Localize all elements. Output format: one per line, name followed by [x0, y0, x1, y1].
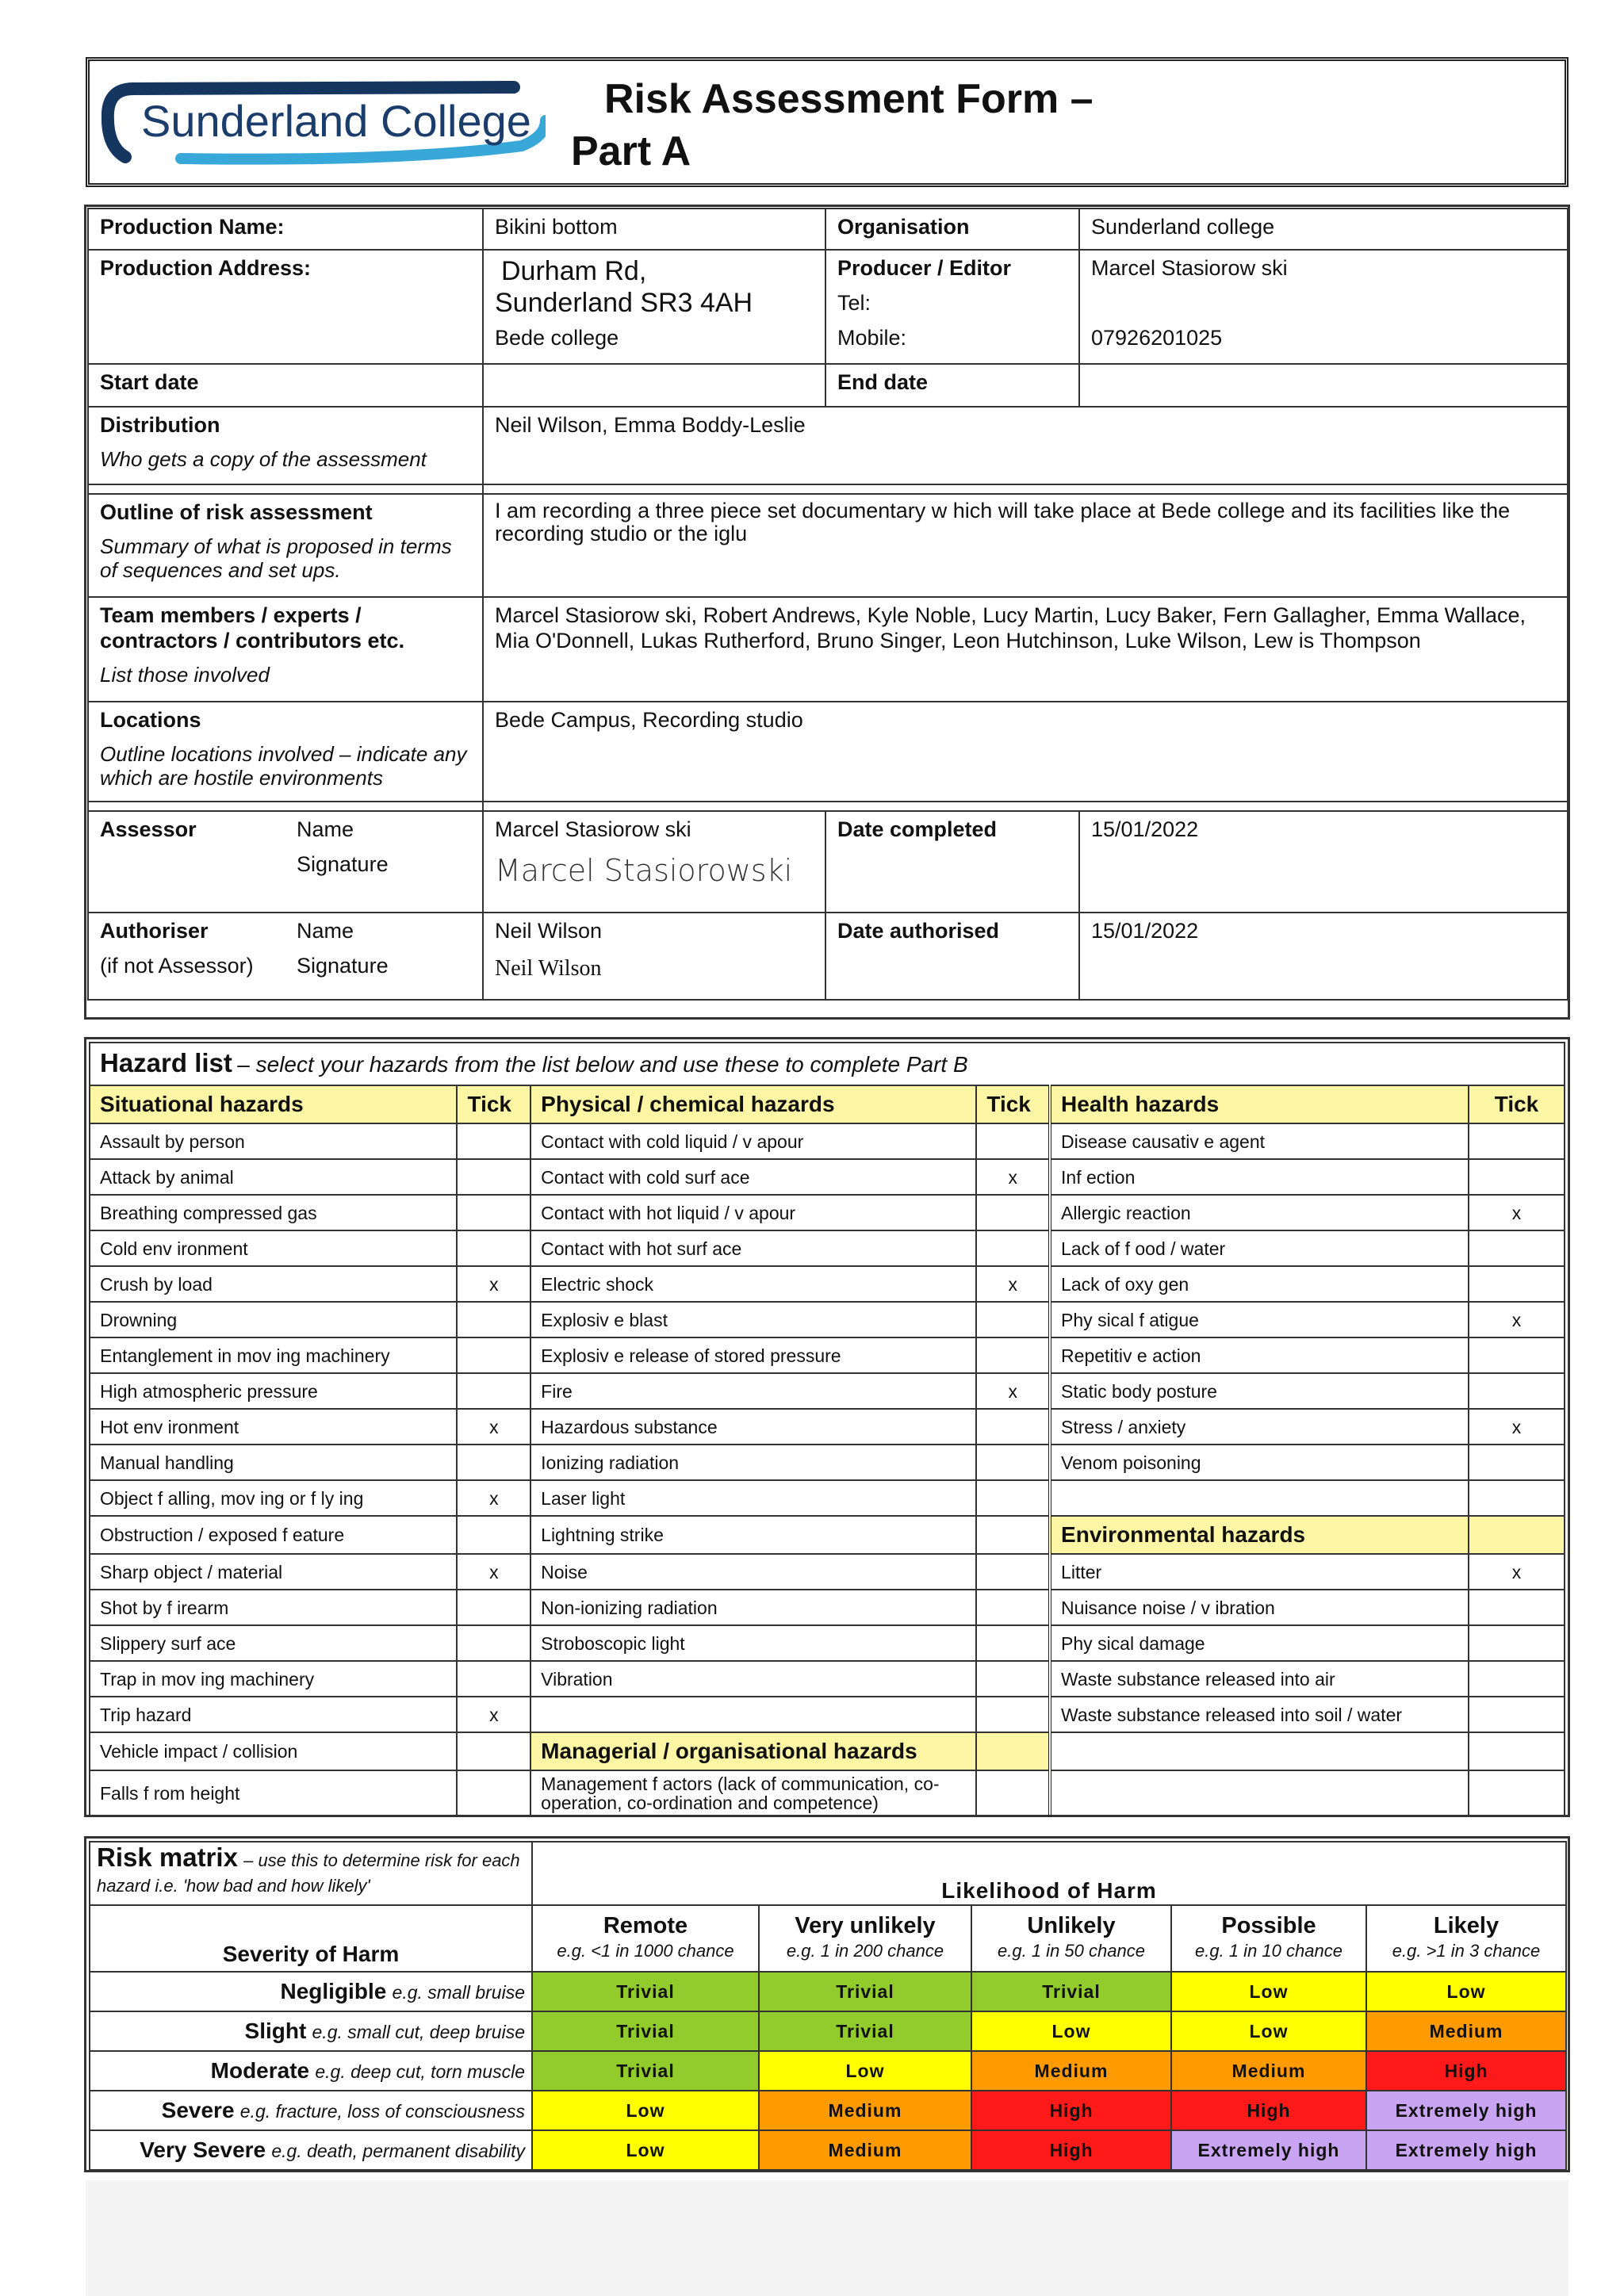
situational-header: Situational hazards	[90, 1085, 457, 1123]
hazard-list-subtitle: – select your hazards from the list below and use these to complete Part B	[237, 1051, 968, 1077]
physical-tick[interactable]: x	[976, 1266, 1050, 1302]
health-tick[interactable]	[1469, 1770, 1565, 1816]
risk-cell: Trivial	[532, 2011, 759, 2051]
risk-cell: Extremely high	[1366, 2130, 1566, 2170]
physical-tick[interactable]	[976, 1770, 1050, 1816]
risk-matrix-table	[89, 1841, 1567, 2171]
authoriser-name: Neil Wilson	[495, 919, 603, 943]
situational-tick[interactable]: x	[457, 1554, 530, 1590]
risk-cell: Trivial	[532, 2051, 759, 2091]
hazard-row	[90, 1302, 1565, 1337]
situational-tick[interactable]	[457, 1590, 530, 1625]
health-tick-header: Tick	[1469, 1085, 1565, 1123]
severity-example: e.g. deep cut, torn muscle	[315, 2061, 525, 2082]
physical-hazard: Contact with hot liquid / v apour	[530, 1195, 976, 1230]
physical-tick[interactable]	[976, 1230, 1050, 1266]
physical-hazard: Electric shock	[530, 1266, 976, 1302]
physical-tick[interactable]	[976, 1123, 1050, 1159]
situational-hazard: Attack by animal	[90, 1159, 457, 1195]
risk-cell: Medium	[971, 2051, 1171, 2091]
physical-tick[interactable]	[976, 1337, 1050, 1373]
physical-tick[interactable]	[976, 1590, 1050, 1625]
health-tick[interactable]	[1469, 1480, 1565, 1516]
physical-hazard	[530, 1697, 976, 1732]
hazard-row	[90, 1697, 1565, 1732]
severity-2	[90, 2051, 532, 2091]
producer-value: Marcel Stasiorow ski	[1091, 256, 1288, 280]
likelihood-3	[1171, 1905, 1366, 1972]
situational-hazard: Trap in mov ing machinery	[90, 1661, 457, 1697]
physical-tick[interactable]	[976, 1195, 1050, 1230]
likelihood-example: e.g. 1 in 50 chance	[998, 1941, 1145, 1961]
production-name-label: Production Name:	[88, 209, 483, 250]
health-hazard: Lack of f ood / water	[1050, 1230, 1469, 1266]
hazard-row	[90, 1554, 1565, 1590]
physical-tick[interactable]	[976, 1480, 1050, 1516]
physical-hazard: Ionizing radiation	[530, 1445, 976, 1480]
likelihood-name: Unlikely	[1027, 1913, 1116, 1938]
hazard-row	[90, 1123, 1565, 1159]
health-hazard: Waste substance released into soil / water	[1050, 1697, 1469, 1732]
physical-hazard: Contact with cold surf ace	[530, 1159, 976, 1195]
health-tick[interactable]	[1469, 1266, 1565, 1302]
assessor-signature: Marcel Stasiorowski	[495, 853, 793, 888]
risk-cell: High	[971, 2130, 1171, 2170]
production-name-value: Bikini bottom	[483, 209, 825, 250]
situational-hazard: Manual handling	[90, 1445, 457, 1480]
college-logo	[102, 73, 546, 173]
health-header: Health hazards	[1050, 1085, 1469, 1123]
date-completed-value: 15/01/2022	[1079, 811, 1568, 913]
assessor-name-label: Name	[297, 817, 354, 841]
address-label: Production Address:	[88, 250, 483, 364]
risk-cell: High	[1366, 2051, 1566, 2091]
situational-hazard: Trip hazard	[90, 1697, 457, 1732]
health-hazard: Lack of oxy gen	[1050, 1266, 1469, 1302]
address-line-1: Durham Rd,	[501, 256, 647, 286]
severity-name: Very Severe	[140, 2137, 266, 2162]
situational-hazard: Crush by load	[90, 1266, 457, 1302]
situational-hazard: Obstruction / exposed f eature	[90, 1516, 457, 1554]
health-tick[interactable]: x	[1469, 1409, 1565, 1445]
severity-title: Severity of Harm	[90, 1905, 532, 1972]
hazard-row	[90, 1480, 1565, 1516]
authoriser-sub: (if not Assessor)	[100, 954, 254, 978]
hazard-list-title: Hazard list	[100, 1047, 232, 1077]
health-hazard: Repetitiv e action	[1050, 1337, 1469, 1373]
severity-row	[90, 1972, 1566, 2011]
assessor-label: Assessor	[100, 817, 197, 841]
severity-0	[90, 1972, 532, 2011]
date-authorised-value: 15/01/2022	[1079, 913, 1568, 1000]
locations-label-cell	[88, 702, 483, 802]
physical-tick[interactable]	[976, 1661, 1050, 1697]
distribution-value: Neil Wilson, Emma Boddy-Leslie	[483, 407, 1568, 484]
outline-label: Outline of risk assessment	[100, 500, 373, 524]
physical-tick[interactable]	[976, 1516, 1050, 1554]
risk-cell: Medium	[1366, 2011, 1566, 2051]
likelihood-example: e.g. 1 in 200 chance	[786, 1941, 944, 1961]
hazard-row	[90, 1337, 1565, 1373]
situational-tick[interactable]	[457, 1373, 530, 1409]
risk-cell: Low	[971, 2011, 1171, 2051]
start-date-value	[483, 364, 825, 407]
authoriser-value-cell	[483, 913, 825, 1000]
outline-label-cell	[88, 494, 483, 597]
health-hazard	[1050, 1480, 1469, 1516]
likelihood-name: Very unlikely	[795, 1913, 936, 1938]
end-date-value	[1079, 364, 1568, 407]
likelihood-4	[1366, 1905, 1566, 1972]
health-tick[interactable]	[1469, 1123, 1565, 1159]
address-line-3: Bede college	[495, 326, 619, 350]
severity-name: Slight	[244, 2018, 307, 2043]
health-hazard: Static body posture	[1050, 1373, 1469, 1409]
hazard-list-title-cell	[90, 1043, 1565, 1085]
health-tick[interactable]	[1469, 1159, 1565, 1195]
risk-cell: Trivial	[759, 1972, 971, 2011]
likelihood-example: e.g. >1 in 3 chance	[1392, 1941, 1541, 1961]
situational-hazard: Hot env ironment	[90, 1409, 457, 1445]
physical-tick[interactable]: x	[976, 1373, 1050, 1409]
severity-example: e.g. fracture, loss of consciousness	[239, 2100, 525, 2122]
health-tick[interactable]: x	[1469, 1554, 1565, 1590]
risk-cell: Extremely high	[1366, 2091, 1566, 2130]
hazard-row	[90, 1661, 1565, 1697]
health-tick[interactable]: x	[1469, 1302, 1565, 1337]
severity-row	[90, 2091, 1566, 2130]
physical-tick[interactable]	[976, 1445, 1050, 1480]
physical-hazard: Hazardous substance	[530, 1409, 976, 1445]
environmental-tick	[1469, 1516, 1565, 1554]
assessor-name: Marcel Stasiorow ski	[495, 817, 691, 841]
physical-hazard: Fire	[530, 1373, 976, 1409]
likelihood-1	[759, 1905, 971, 1972]
health-hazard: Stress / anxiety	[1050, 1409, 1469, 1445]
producer-label-cell	[825, 250, 1079, 364]
risk-matrix-title-cell	[90, 1842, 532, 1905]
page-footer-area	[86, 2180, 1568, 2296]
situational-hazard: Cold env ironment	[90, 1230, 457, 1266]
hazard-row	[90, 1195, 1565, 1230]
situational-tick[interactable]	[457, 1302, 530, 1337]
physical-tick[interactable]	[976, 1625, 1050, 1661]
situational-hazard: Falls f rom height	[90, 1770, 457, 1816]
assessor-signature-label: Signature	[297, 852, 389, 876]
risk-cell: Low	[1171, 1972, 1366, 2011]
risk-cell: Low	[532, 2091, 759, 2130]
severity-example: e.g. small cut, deep bruise	[312, 2021, 525, 2042]
physical-tick[interactable]: x	[976, 1159, 1050, 1195]
mobile-label: Mobile:	[837, 326, 907, 350]
physical-tick-header: Tick	[976, 1085, 1050, 1123]
risk-cell: Trivial	[971, 1972, 1171, 2011]
severity-example: e.g. small bruise	[392, 1981, 525, 2003]
risk-cell: Trivial	[532, 1972, 759, 2011]
outline-value: I am recording a three piece set documentary w hich will take place at Bede college and its facilities like the recording studio or the iglu	[483, 494, 1568, 597]
hazard-row	[90, 1516, 1565, 1554]
likelihood-example: e.g. <1 in 1000 chance	[557, 1941, 734, 1961]
risk-cell: Trivial	[759, 2011, 971, 2051]
organisation-label: Organisation	[825, 209, 1079, 250]
situational-tick[interactable]	[457, 1337, 530, 1373]
date-completed-label: Date completed	[825, 811, 1079, 913]
severity-1	[90, 2011, 532, 2051]
health-hazard: Allergic reaction	[1050, 1195, 1469, 1230]
hazard-list-table	[89, 1042, 1565, 1817]
situational-tick[interactable]: x	[457, 1409, 530, 1445]
risk-cell: Extremely high	[1171, 2130, 1366, 2170]
hazard-row	[90, 1159, 1565, 1195]
situational-tick[interactable]: x	[457, 1697, 530, 1732]
authoriser-signature-label: Signature	[297, 954, 389, 978]
likelihood-example: e.g. 1 in 10 chance	[1195, 1941, 1342, 1961]
health-hazard	[1050, 1732, 1469, 1770]
health-tick[interactable]	[1469, 1625, 1565, 1661]
hazard-row	[90, 1373, 1565, 1409]
situational-hazard: High atmospheric pressure	[90, 1373, 457, 1409]
physical-hazard: Laser light	[530, 1480, 976, 1516]
likelihood-name: Likely	[1433, 1913, 1500, 1938]
assessor-label-cell	[88, 811, 483, 913]
producer-value-cell	[1079, 250, 1568, 364]
situational-tick[interactable]	[457, 1159, 530, 1195]
physical-hazard: Management f actors (lack of communication, co-operation, co-ordination and competence)	[530, 1770, 976, 1816]
authoriser-signature: Neil Wilson	[495, 956, 602, 981]
hazard-row	[90, 1625, 1565, 1661]
form-title	[571, 73, 1174, 178]
risk-cell: Medium	[759, 2091, 971, 2130]
situational-hazard: Entanglement in mov ing machinery	[90, 1337, 457, 1373]
end-date-label: End date	[825, 364, 1079, 407]
risk-cell: Low	[1366, 1972, 1566, 2011]
address-line-2: Sunderland SR3 4AH	[495, 288, 753, 318]
health-tick[interactable]	[1469, 1732, 1565, 1770]
title-line-1: Risk Assessment Form –	[604, 76, 1094, 122]
situational-hazard: Breathing compressed gas	[90, 1195, 457, 1230]
situational-tick[interactable]	[457, 1516, 530, 1554]
likelihood-2	[971, 1905, 1171, 1972]
authoriser-name-label: Name	[297, 919, 354, 943]
physical-hazard: Explosiv e release of stored pressure	[530, 1337, 976, 1373]
address-value	[483, 250, 825, 364]
authoriser-label: Authoriser	[100, 919, 209, 943]
physical-hazard: Non-ionizing radiation	[530, 1590, 976, 1625]
severity-4	[90, 2130, 532, 2170]
severity-example: e.g. death, permanent disability	[271, 2140, 525, 2161]
risk-matrix-title: Risk matrix	[97, 1843, 238, 1872]
health-tick[interactable]	[1469, 1661, 1565, 1697]
risk-cell: Low	[532, 2130, 759, 2170]
distribution-label: Distribution	[100, 413, 220, 437]
logo-text: Sunderland College	[141, 96, 531, 146]
situational-hazard: Sharp object / material	[90, 1554, 457, 1590]
situational-tick[interactable]	[457, 1732, 530, 1770]
situational-hazard: Object f alling, mov ing or f ly ing	[90, 1480, 457, 1516]
situational-tick[interactable]	[457, 1123, 530, 1159]
severity-row	[90, 2130, 1566, 2170]
managerial-header: Managerial / organisational hazards	[530, 1732, 976, 1770]
health-tick[interactable]	[1469, 1590, 1565, 1625]
situational-tick[interactable]	[457, 1445, 530, 1480]
risk-matrix-subtitle: – use this to determine risk for each hazard i.e. 'how bad and how likely'	[97, 1850, 520, 1896]
physical-hazard: Noise	[530, 1554, 976, 1590]
environmental-header: Environmental hazards	[1050, 1516, 1469, 1554]
team-sub: List those involved	[100, 663, 270, 687]
situational-hazard: Drowning	[90, 1302, 457, 1337]
team-label-cell	[88, 597, 483, 702]
likelihood-name: Remote	[603, 1913, 688, 1938]
health-hazard: Venom poisoning	[1050, 1445, 1469, 1480]
health-hazard: Phy sical damage	[1050, 1625, 1469, 1661]
locations-label: Locations	[100, 708, 201, 732]
severity-name: Negligible	[280, 1978, 387, 2003]
situational-hazard: Shot by f irearm	[90, 1590, 457, 1625]
outline-sub: Summary of what is proposed in terms of sequences and set ups.	[100, 534, 452, 582]
health-tick[interactable]	[1469, 1337, 1565, 1373]
hazard-row	[90, 1770, 1565, 1816]
team-value: Marcel Stasiorow ski, Robert Andrews, Kyle Noble, Lucy Martin, Lucy Baker, Fern Gallagher, Emma Wallace, Mia O'Donnell, Lukas Rutherford, Bruno Singer, Leon Hutchinson, Luke Wilson, Lew is Thompson	[483, 597, 1568, 702]
situational-tick[interactable]	[457, 1230, 530, 1266]
physical-header: Physical / chemical hazards	[530, 1085, 976, 1123]
physical-tick[interactable]	[976, 1409, 1050, 1445]
likelihood-title: Likelihood of Harm	[532, 1842, 1566, 1905]
health-tick[interactable]	[1469, 1230, 1565, 1266]
health-hazard: Disease causativ e agent	[1050, 1123, 1469, 1159]
situational-tick[interactable]: x	[457, 1480, 530, 1516]
hazard-row	[90, 1409, 1565, 1445]
situational-hazard: Assault by person	[90, 1123, 457, 1159]
likelihood-0	[532, 1905, 759, 1972]
production-info-table	[87, 208, 1568, 1001]
situational-tick[interactable]	[457, 1195, 530, 1230]
hazard-row	[90, 1266, 1565, 1302]
title-line-2: Part A	[571, 128, 691, 174]
severity-3	[90, 2091, 532, 2130]
health-hazard: Nuisance noise / v ibration	[1050, 1590, 1469, 1625]
likelihood-name: Possible	[1221, 1913, 1316, 1938]
physical-hazard: Vibration	[530, 1661, 976, 1697]
risk-cell: Medium	[759, 2130, 971, 2170]
tel-label: Tel:	[837, 291, 871, 315]
physical-tick[interactable]	[976, 1554, 1050, 1590]
health-hazard: Phy sical f atigue	[1050, 1302, 1469, 1337]
situational-hazard: Vehicle impact / collision	[90, 1732, 457, 1770]
date-authorised-label: Date authorised	[825, 913, 1079, 1000]
health-hazard: Inf ection	[1050, 1159, 1469, 1195]
severity-row	[90, 2011, 1566, 2051]
risk-cell: Low	[759, 2051, 971, 2091]
risk-cell: High	[971, 2091, 1171, 2130]
team-label: Team members / experts / contractors / contributors etc.	[100, 603, 405, 652]
health-tick[interactable]	[1469, 1445, 1565, 1480]
situational-tick[interactable]	[457, 1770, 530, 1816]
severity-row	[90, 2051, 1566, 2091]
risk-cell: Low	[1171, 2011, 1366, 2051]
physical-hazard: Lightning strike	[530, 1516, 976, 1554]
severity-name: Severe	[161, 2097, 235, 2122]
situational-tick[interactable]	[457, 1625, 530, 1661]
physical-tick[interactable]	[976, 1697, 1050, 1732]
distribution-label-cell	[88, 407, 483, 484]
situational-hazard: Slippery surf ace	[90, 1625, 457, 1661]
situational-tick[interactable]	[457, 1661, 530, 1697]
distribution-sub: Who gets a copy of the assessment	[100, 447, 427, 471]
health-tick[interactable]: x	[1469, 1195, 1565, 1230]
hazard-row	[90, 1732, 1565, 1770]
health-hazard	[1050, 1770, 1469, 1816]
risk-cell: Medium	[1171, 2051, 1366, 2091]
authoriser-label-cell	[88, 913, 483, 1000]
physical-hazard: Contact with cold liquid / v apour	[530, 1123, 976, 1159]
risk-cell: High	[1171, 2091, 1366, 2130]
physical-hazard: Explosiv e blast	[530, 1302, 976, 1337]
physical-tick[interactable]	[976, 1302, 1050, 1337]
physical-hazard: Contact with hot surf ace	[530, 1230, 976, 1266]
locations-sub: Outline locations involved – indicate any which are hostile environments	[100, 742, 467, 790]
health-tick[interactable]	[1469, 1373, 1565, 1409]
organisation-value: Sunderland college	[1079, 209, 1568, 250]
health-tick[interactable]	[1469, 1697, 1565, 1732]
hazard-row	[90, 1445, 1565, 1480]
physical-hazard: Stroboscopic light	[530, 1625, 976, 1661]
start-date-label: Start date	[88, 364, 483, 407]
assessor-value-cell	[483, 811, 825, 913]
managerial-tick	[976, 1732, 1050, 1770]
situational-tick-header: Tick	[457, 1085, 530, 1123]
hazard-row	[90, 1230, 1565, 1266]
health-hazard: Litter	[1050, 1554, 1469, 1590]
health-hazard: Waste substance released into air	[1050, 1661, 1469, 1697]
producer-label: Producer / Editor	[837, 256, 1012, 280]
locations-value: Bede Campus, Recording studio	[483, 702, 1568, 802]
severity-name: Moderate	[210, 2057, 310, 2083]
hazard-row	[90, 1590, 1565, 1625]
situational-tick[interactable]: x	[457, 1266, 530, 1302]
mobile-value: 07926201025	[1091, 326, 1223, 350]
